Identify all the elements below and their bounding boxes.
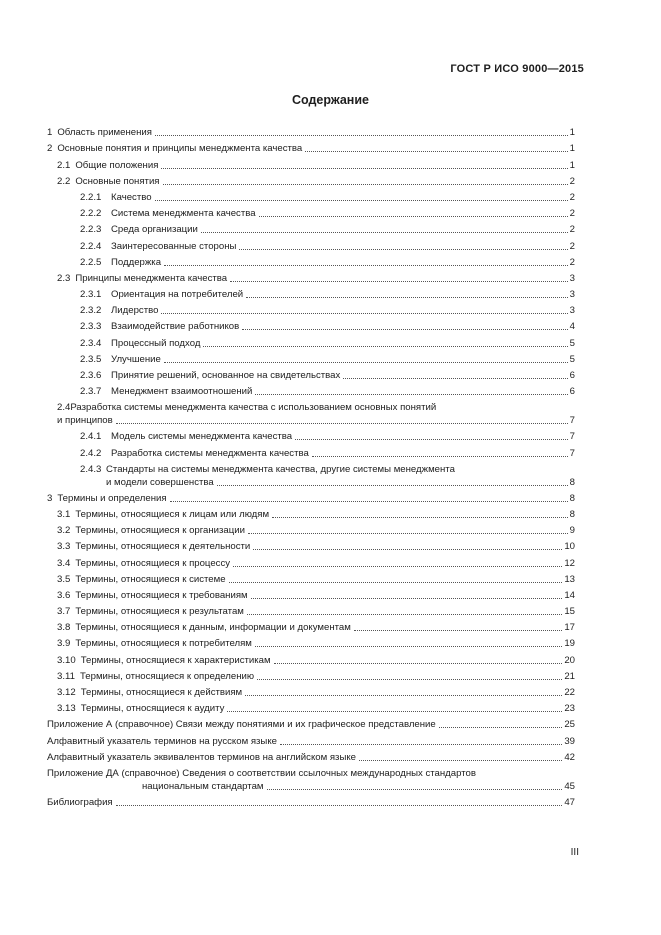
toc-entry-number: 2.3.5 bbox=[80, 353, 102, 365]
toc-entry-number: 2.3.7 bbox=[80, 386, 102, 398]
toc-entry-title: Ориентация на потребителей bbox=[111, 289, 244, 301]
toc-entry bbox=[47, 365, 575, 381]
toc-entry-page: 8 bbox=[569, 476, 575, 488]
toc-entry-title: Термины, относящиеся к деятельности bbox=[75, 541, 251, 553]
toc-entry-page: 21 bbox=[564, 670, 575, 682]
toc-entry-page: 3 bbox=[569, 305, 575, 317]
toc-entry-page: 5 bbox=[569, 353, 575, 365]
toc-entry-number: 2.4.1 bbox=[80, 431, 102, 443]
leader-dots bbox=[164, 362, 568, 363]
toc-entry-number: 2.2.2 bbox=[80, 208, 102, 220]
toc-entry-page: 25 bbox=[564, 719, 575, 731]
toc-entry bbox=[47, 381, 575, 397]
toc-entry-title: Термины, относящиеся к потребителям bbox=[75, 638, 252, 650]
toc-entry bbox=[47, 397, 575, 413]
toc-entry-number: 3.9 bbox=[57, 638, 71, 650]
toc-entry bbox=[47, 504, 575, 520]
toc-entry-title: Среда организации bbox=[111, 224, 198, 236]
toc-entry bbox=[47, 252, 575, 268]
toc-entry bbox=[47, 520, 575, 536]
toc-entry bbox=[47, 138, 575, 154]
toc-entry-page: 1 bbox=[569, 127, 575, 139]
toc-entry-number: 2.2.1 bbox=[80, 191, 102, 203]
toc-entry bbox=[47, 666, 575, 682]
toc-entry-page: 2 bbox=[569, 208, 575, 220]
toc-entry-page: 10 bbox=[564, 541, 575, 553]
toc-entry-title: Термины, относящиеся к лицам или людям bbox=[75, 508, 270, 520]
toc-entry bbox=[47, 730, 575, 746]
toc-entry-number: 2.3.6 bbox=[80, 370, 102, 381]
toc-entry-continuation bbox=[47, 413, 575, 426]
toc-entry-number: 3.10 bbox=[57, 654, 76, 666]
toc-entry bbox=[47, 268, 575, 284]
toc-entry-page: 13 bbox=[564, 573, 575, 585]
toc-entry-page: 8 bbox=[569, 508, 575, 520]
toc-entry bbox=[47, 122, 575, 138]
toc-entry-continuation bbox=[47, 475, 575, 488]
toc-entry bbox=[47, 633, 575, 649]
toc-entry-title: Алфавитный указатель терминов на русском языке bbox=[47, 735, 277, 747]
toc-entry-number: 2.4.2 bbox=[80, 447, 102, 459]
leader-dots bbox=[248, 533, 568, 534]
toc-entry-number: 2.2.3 bbox=[80, 224, 102, 236]
toc-entry bbox=[47, 682, 575, 698]
toc-entry-number: 3.11 bbox=[57, 670, 75, 682]
toc-entry bbox=[47, 300, 575, 316]
toc-entry-title: Менеджмент взаимоотношений bbox=[111, 386, 253, 398]
toc-entry bbox=[47, 187, 575, 203]
toc-entry-number: 2.2.5 bbox=[80, 256, 102, 268]
leader-dots bbox=[217, 485, 568, 486]
toc-entry-title: Термины, относящиеся к аудиту bbox=[80, 703, 225, 715]
toc-entry-number: 3 bbox=[47, 492, 53, 504]
leader-dots bbox=[312, 456, 568, 457]
toc-entry-title: Процессный подход bbox=[111, 337, 201, 349]
toc-entry-title: Область применения bbox=[57, 127, 152, 139]
toc-entry bbox=[47, 585, 575, 601]
toc-entry-title: Термины, относящиеся к результатам bbox=[75, 606, 244, 618]
leader-dots bbox=[230, 281, 568, 282]
toc-entry bbox=[47, 235, 575, 251]
toc-entry-title: Библиография bbox=[47, 796, 113, 808]
toc-entry-title: Термины, относящиеся к действиям bbox=[80, 687, 243, 698]
toc-entry-number: 3.1 bbox=[57, 508, 71, 520]
toc-entry-number: 2.2 bbox=[57, 175, 71, 187]
toc-entry-number: 2.3.3 bbox=[80, 321, 102, 333]
leader-dots bbox=[161, 313, 567, 314]
toc-entry-title: Стандарты на системы менеджмента качества, другие системы менеджмента bbox=[106, 463, 455, 475]
toc-entry-number: 3.3 bbox=[57, 541, 71, 553]
leader-dots bbox=[257, 679, 562, 680]
leader-dots bbox=[155, 135, 568, 136]
toc-entry bbox=[47, 601, 575, 617]
leader-dots bbox=[259, 216, 568, 217]
leader-dots bbox=[170, 501, 568, 502]
toc-entry-title: Термины, относящиеся к определению bbox=[79, 670, 255, 682]
leader-dots bbox=[229, 582, 563, 583]
toc-entry bbox=[47, 488, 575, 504]
toc-entry-title: Лидерство bbox=[111, 305, 159, 317]
toc-entry bbox=[47, 569, 575, 585]
toc-entry-page: 1 bbox=[569, 159, 575, 171]
toc-entry-continuation bbox=[47, 779, 575, 792]
toc-entry-number: 2.3 bbox=[57, 272, 71, 284]
leader-dots bbox=[274, 663, 563, 664]
toc-entry-title: Разработка системы менеджмента качества bbox=[111, 447, 309, 459]
toc-entry-page: 22 bbox=[564, 687, 575, 698]
table-of-contents bbox=[47, 122, 575, 808]
toc-entry-page: 7 bbox=[569, 415, 575, 427]
toc-entry bbox=[47, 349, 575, 365]
toc-entry-title: Принципы менеджмента качества bbox=[75, 272, 228, 284]
toc-entry-title: Термины, относящиеся к организации bbox=[75, 525, 245, 537]
toc-entry-title: Взаимодействие работников bbox=[111, 321, 240, 333]
toc-entry-page: 14 bbox=[564, 589, 575, 601]
toc-entry-title: Термины, относящиеся к данным, информации и документам bbox=[75, 622, 351, 634]
toc-entry-page: 9 bbox=[569, 525, 575, 537]
page-number: III bbox=[570, 847, 579, 858]
toc-entry-title: Термины, относящиеся к требованиям bbox=[75, 589, 248, 601]
toc-entry-title: Улучшение bbox=[111, 353, 161, 365]
leader-dots bbox=[305, 151, 567, 152]
toc-entry-title: Поддержка bbox=[111, 256, 162, 268]
toc-entry-number: 3.7 bbox=[57, 606, 71, 618]
toc-entry-page: 6 bbox=[569, 370, 575, 381]
leader-dots bbox=[343, 378, 567, 379]
toc-entry bbox=[47, 747, 575, 763]
leader-dots bbox=[163, 184, 568, 185]
toc-entry-number: 2.3.2 bbox=[80, 305, 102, 317]
toc-entry bbox=[47, 763, 575, 779]
toc-entry-page: 42 bbox=[564, 751, 575, 763]
toc-entry bbox=[47, 698, 575, 714]
leader-dots bbox=[201, 232, 568, 233]
leader-dots bbox=[251, 598, 563, 599]
toc-entry-number: 2.3.4 bbox=[80, 337, 102, 349]
toc-entry-title: Модель системы менеджмента качества bbox=[111, 431, 293, 443]
toc-entry bbox=[47, 649, 575, 665]
toc-entry-title: Термины, относящиеся к процессу bbox=[75, 557, 231, 569]
toc-entry-page: 5 bbox=[569, 337, 575, 349]
leader-dots bbox=[233, 566, 562, 567]
toc-entry-page: 2 bbox=[569, 191, 575, 203]
toc-entry-page: 1 bbox=[569, 143, 575, 155]
leader-dots bbox=[272, 517, 568, 518]
toc-entry-number: 3.2 bbox=[57, 525, 71, 537]
toc-entry-number: 3.5 bbox=[57, 573, 71, 585]
toc-entry-page: 17 bbox=[564, 622, 575, 634]
toc-entry bbox=[47, 154, 575, 170]
toc-entry-number: 2.1 bbox=[57, 159, 71, 171]
toc-entry bbox=[47, 203, 575, 219]
standard-id: ГОСТ Р ИСО 9000—2015 bbox=[450, 63, 584, 75]
toc-entry-number: 3.4 bbox=[57, 557, 71, 569]
toc-entry-number: 2.3.1 bbox=[80, 289, 102, 301]
toc-entry-number: 3.6 bbox=[57, 589, 71, 601]
toc-entry-page: 23 bbox=[564, 703, 575, 715]
toc-entry-page: 3 bbox=[569, 272, 575, 284]
toc-entry-title: Качество bbox=[111, 191, 152, 203]
toc-entry-page: 2 bbox=[569, 175, 575, 187]
toc-entry-title: Термины, относящиеся к системе bbox=[75, 573, 226, 585]
toc-entry-page: 7 bbox=[569, 447, 575, 459]
leader-dots bbox=[245, 695, 562, 696]
leader-dots bbox=[359, 760, 562, 761]
toc-entry bbox=[47, 536, 575, 552]
leader-dots bbox=[227, 711, 562, 712]
leader-dots bbox=[116, 423, 568, 424]
toc-entry bbox=[47, 792, 575, 808]
leader-dots bbox=[255, 646, 562, 647]
toc-entry-number: 3.8 bbox=[57, 622, 71, 634]
toc-entry-page: 15 bbox=[564, 606, 575, 618]
toc-entry-title-continued: и принципов bbox=[57, 415, 113, 427]
leader-dots bbox=[280, 744, 562, 745]
toc-entry-number: 2.4 bbox=[57, 402, 71, 414]
toc-entry-title: Термины и определения bbox=[57, 492, 167, 504]
toc-entry-page: 20 bbox=[564, 654, 575, 666]
toc-entry-title: Основные понятия bbox=[75, 175, 160, 187]
toc-entry-title-continued: национальным стандартам bbox=[142, 780, 264, 792]
toc-entry-title: Заинтересованные стороны bbox=[111, 240, 237, 252]
toc-entry-title: Разработка системы менеджмента качества с использованием основных понятий bbox=[70, 402, 437, 414]
leader-dots bbox=[255, 394, 567, 395]
toc-entry bbox=[47, 284, 575, 300]
leader-dots bbox=[247, 614, 562, 615]
toc-entry bbox=[47, 617, 575, 633]
toc-entry-page: 45 bbox=[564, 780, 575, 792]
toc-entry-number: 2.4.3 bbox=[80, 463, 102, 475]
toc-entry-page: 3 bbox=[569, 289, 575, 301]
toc-entry-title: Алфавитный указатель эквивалентов терминов на английском языке bbox=[47, 751, 356, 763]
leader-dots bbox=[239, 249, 567, 250]
toc-entry-title: Принятие решений, основанное на свидетельствах bbox=[111, 370, 341, 381]
leader-dots bbox=[203, 346, 567, 347]
toc-entry-number: 2.2.4 bbox=[80, 240, 102, 252]
toc-entry-page: 2 bbox=[569, 224, 575, 236]
page-title: Содержание bbox=[291, 93, 369, 107]
leader-dots bbox=[253, 549, 562, 550]
toc-entry-title: Общие положения bbox=[75, 159, 159, 171]
toc-entry-page: 47 bbox=[564, 796, 575, 808]
toc-entry-number: 3.13 bbox=[57, 703, 76, 715]
toc-entry-title: Приложение ДА (справочное) Сведения о соответствии ссылочных международных стандартов bbox=[47, 767, 476, 779]
toc-entry bbox=[47, 219, 575, 235]
toc-entry-number: 2 bbox=[47, 143, 53, 155]
toc-entry bbox=[47, 459, 575, 475]
leader-dots bbox=[246, 297, 568, 298]
leader-dots bbox=[155, 200, 568, 201]
toc-entry-title: Система менеджмента качества bbox=[111, 208, 256, 220]
toc-entry-number: 1 bbox=[47, 127, 53, 139]
leader-dots bbox=[164, 265, 568, 266]
leader-dots bbox=[354, 630, 562, 631]
toc-entry bbox=[47, 171, 575, 187]
toc-entry-page: 4 bbox=[569, 321, 575, 333]
toc-entry-page: 6 bbox=[569, 386, 575, 398]
toc-entry-title: Термины, относящиеся к характеристикам bbox=[80, 654, 271, 666]
toc-entry bbox=[47, 714, 575, 730]
toc-entry bbox=[47, 316, 575, 332]
toc-entry bbox=[47, 426, 575, 442]
leader-dots bbox=[267, 789, 563, 790]
toc-entry bbox=[47, 442, 575, 458]
toc-entry-page: 2 bbox=[569, 240, 575, 252]
toc-entry-title: Приложение А (справочное) Связи между понятиями и их графическое представление bbox=[47, 719, 436, 731]
leader-dots bbox=[295, 439, 568, 440]
leader-dots bbox=[242, 329, 567, 330]
leader-dots bbox=[439, 727, 563, 728]
toc-entry-number: 3.12 bbox=[57, 687, 76, 698]
leader-dots bbox=[161, 168, 567, 169]
toc-entry-page: 19 bbox=[564, 638, 575, 650]
toc-entry bbox=[47, 332, 575, 348]
toc-entry-page: 7 bbox=[569, 431, 575, 443]
toc-entry-page: 2 bbox=[569, 256, 575, 268]
toc-entry-page: 8 bbox=[569, 492, 575, 504]
leader-dots bbox=[116, 805, 563, 806]
toc-entry bbox=[47, 552, 575, 568]
toc-entry-title-continued: и модели совершенства bbox=[106, 476, 214, 488]
toc-entry-title: Основные понятия и принципы менеджмента качества bbox=[57, 143, 303, 155]
toc-entry-page: 39 bbox=[564, 735, 575, 747]
toc-entry-page: 12 bbox=[564, 557, 575, 569]
